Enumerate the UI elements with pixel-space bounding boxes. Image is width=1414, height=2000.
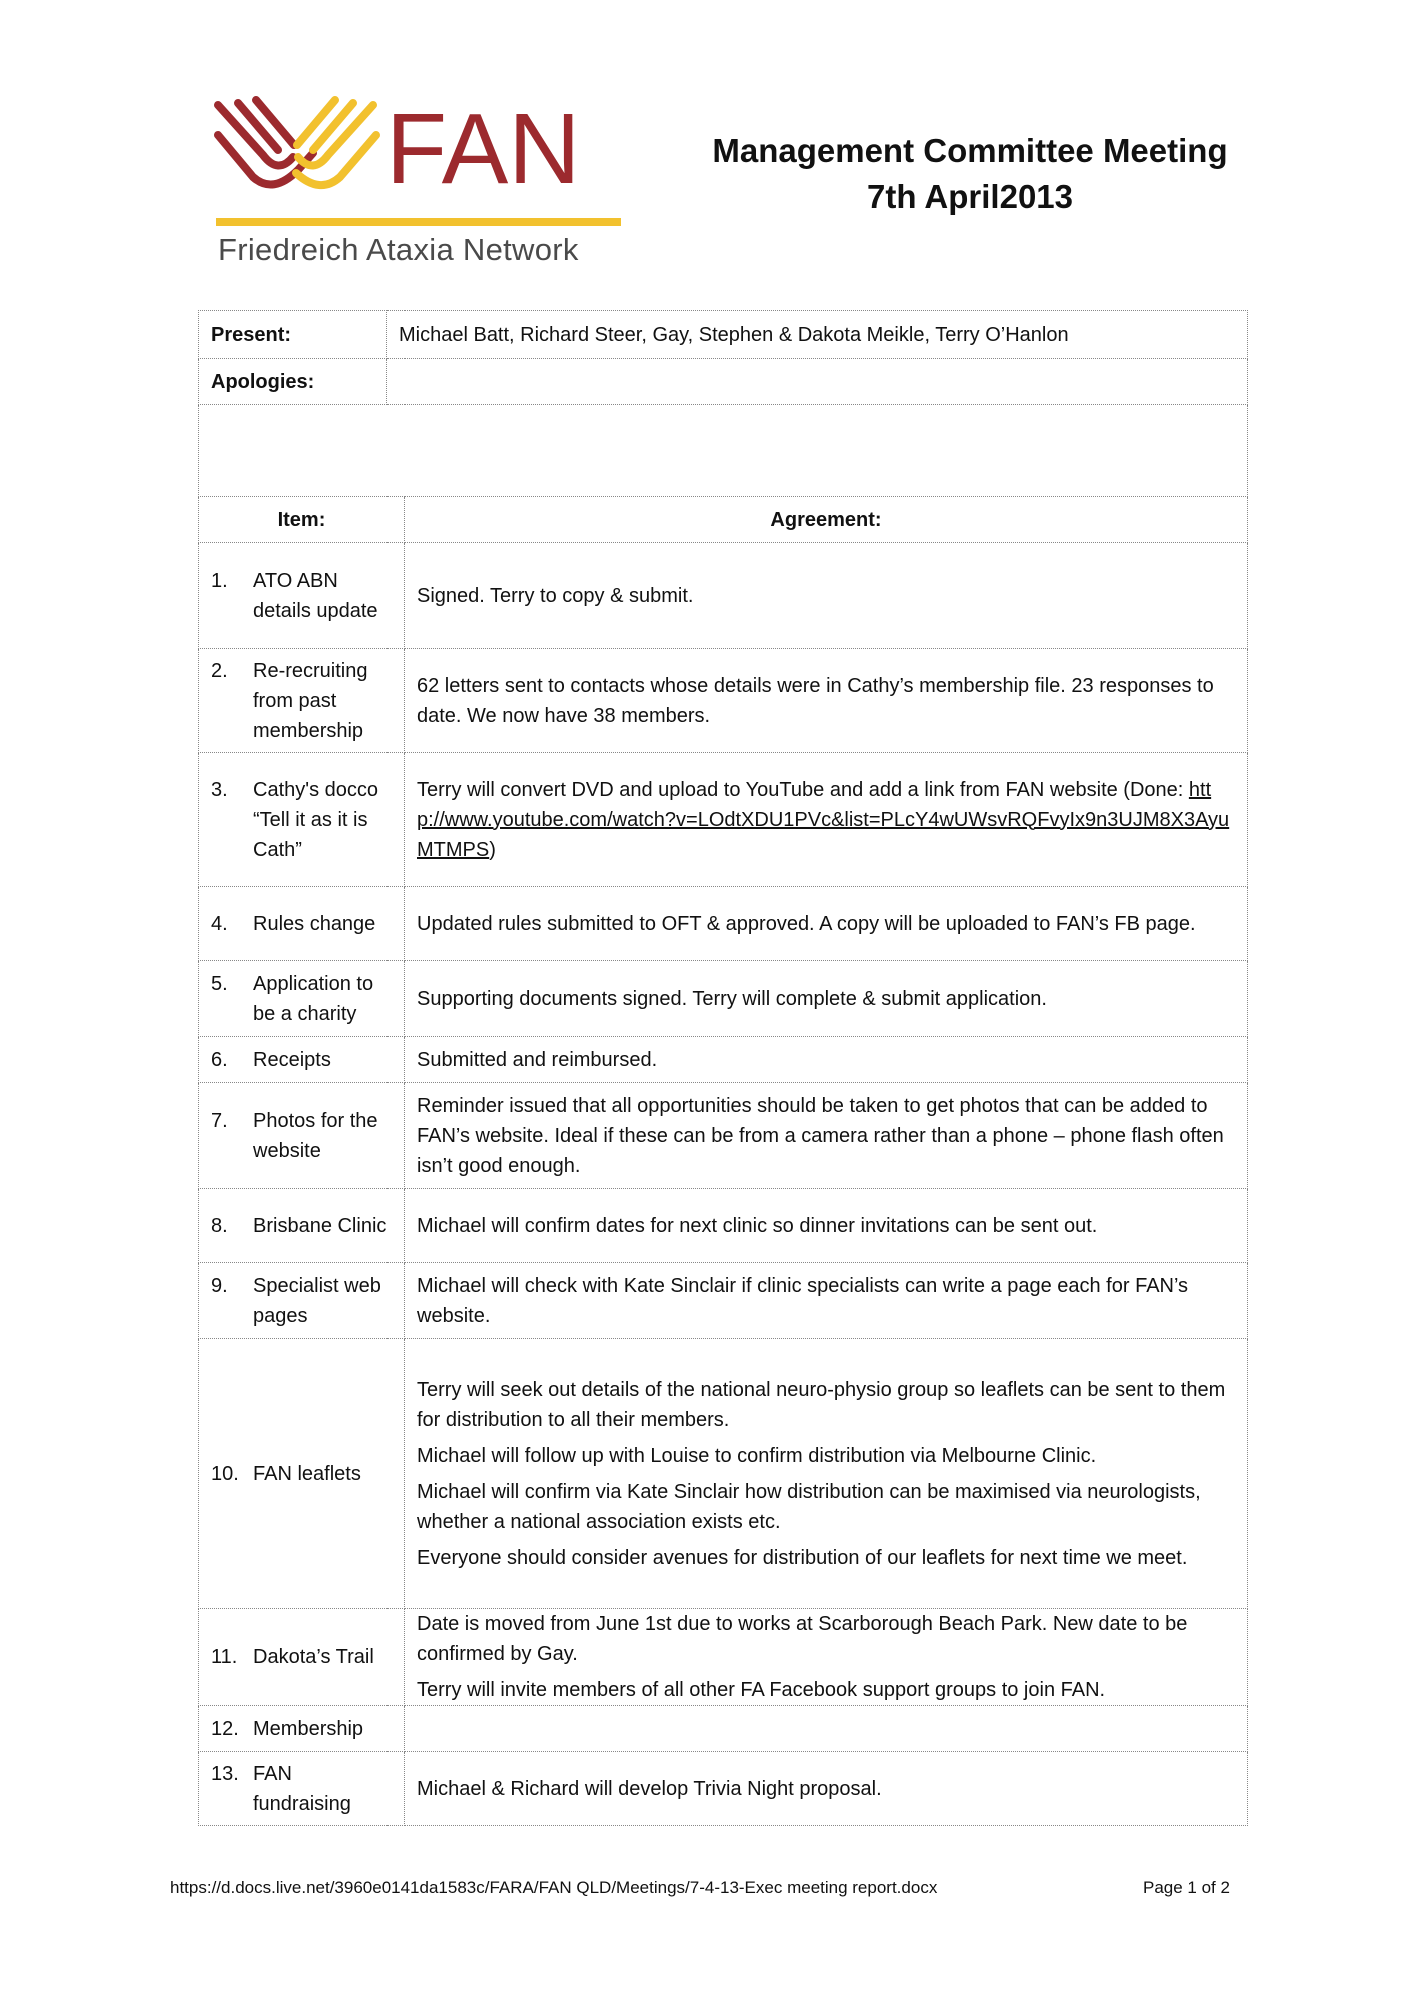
item-row bbox=[199, 1189, 1248, 1263]
agreement-cell bbox=[405, 1037, 1248, 1083]
item-label: Specialist web pages bbox=[253, 1274, 381, 1327]
item-label: Dakota’s Trail bbox=[253, 1646, 374, 1668]
column-header-row bbox=[199, 497, 1248, 543]
agreement-text: Reminder issued that all opportunities should be taken to get photos that can be added to FAN’s website. Ideal if these can be from a camera rather than a phone – phone flash often isn’t good enough. bbox=[417, 1094, 1224, 1177]
item-number: 10. bbox=[211, 1462, 239, 1485]
agreement-text: Terry will invite members of all other FA Facebook support groups to join FAN. bbox=[417, 1679, 1106, 1701]
item-row bbox=[199, 1339, 1248, 1609]
agreement-column-header: Agreement: bbox=[405, 497, 1248, 543]
footer-page-number: Page 1 of 2 bbox=[1143, 1878, 1230, 1897]
item-cell bbox=[199, 1339, 405, 1609]
youtube-link[interactable]: http://www.youtube.com/watch?v=LOdtXDU1PVc&list=PLcY4wUWsvRQFvyIx9n3UJM8X3AyuMTMPS bbox=[417, 778, 1230, 861]
item-cell bbox=[199, 543, 405, 649]
spacer-row bbox=[199, 405, 1248, 497]
item-number: 13. bbox=[211, 1762, 239, 1785]
item-label: FAN leaflets bbox=[253, 1462, 361, 1485]
agreement-cell bbox=[405, 649, 1248, 753]
agreement-cell bbox=[405, 1752, 1248, 1826]
item-label: Re-recruiting from past membership bbox=[253, 659, 368, 742]
agreement-text: Michael will check with Kate Sinclair if clinic specialists can write a page each for FAN’s website. bbox=[417, 1274, 1189, 1327]
item-row bbox=[199, 961, 1248, 1037]
agreement-text: Date is moved from June 1st due to works at Scarborough Beach Park. New date to be confirmed by Gay. bbox=[417, 1613, 1188, 1665]
present-row bbox=[199, 311, 1248, 359]
item-label: Application to be a charity bbox=[253, 972, 374, 1025]
item-cell bbox=[199, 753, 405, 887]
item-row bbox=[199, 1263, 1248, 1339]
agreement-cell bbox=[405, 1263, 1248, 1339]
agreement-text: Signed. Terry to copy & submit. bbox=[417, 584, 694, 607]
item-label: Brisbane Clinic bbox=[253, 1214, 387, 1237]
item-label: Membership bbox=[253, 1717, 364, 1740]
item-cell bbox=[199, 1189, 405, 1263]
item-row bbox=[199, 543, 1248, 649]
item-label: ATO ABN details update bbox=[253, 569, 378, 622]
item-row bbox=[199, 1609, 1248, 1706]
item-number: 1. bbox=[211, 569, 228, 592]
item-row bbox=[199, 1706, 1248, 1752]
item-cell bbox=[199, 1706, 405, 1752]
logo-abbr: FAN bbox=[386, 95, 581, 205]
item-label: Cathy's docco “Tell it as it is Cath” bbox=[253, 778, 378, 861]
present-label: Present: bbox=[199, 311, 387, 359]
item-label: Rules change bbox=[253, 912, 376, 935]
item-label: Receipts bbox=[253, 1048, 331, 1071]
logo-name: Friedreich Ataxia Network bbox=[218, 232, 579, 267]
item-cell bbox=[199, 1609, 405, 1706]
item-number: 2. bbox=[211, 659, 228, 682]
agreement-text: Michael will confirm via Kate Sinclair how distribution can be maximised via neurologists, whether a national association exists etc. bbox=[417, 1480, 1201, 1533]
minutes-table bbox=[198, 310, 1248, 1815]
agreement-cell bbox=[405, 543, 1248, 649]
item-cell bbox=[199, 1083, 405, 1189]
item-cell bbox=[199, 1752, 405, 1826]
agreement-text: 62 letters sent to contacts whose details were in Cathy’s membership file. 23 responses to date. We now have 38 members. bbox=[417, 674, 1214, 727]
item-row bbox=[199, 649, 1248, 753]
agreement-text: Supporting documents signed. Terry will complete & submit application. bbox=[417, 987, 1047, 1010]
agreement-cell bbox=[405, 1189, 1248, 1263]
item-number: 8. bbox=[211, 1214, 228, 1237]
item-cell bbox=[199, 1263, 405, 1339]
agreement-cell bbox=[405, 887, 1248, 961]
item-number: 3. bbox=[211, 778, 228, 801]
agreement-text: Submitted and reimbursed. bbox=[417, 1048, 658, 1071]
item-row bbox=[199, 753, 1248, 887]
page-title bbox=[640, 128, 1300, 220]
item-row bbox=[199, 887, 1248, 961]
agreement-cell bbox=[405, 1706, 1248, 1752]
item-row bbox=[199, 1083, 1248, 1189]
agreement-text: Terry will convert DVD and upload to YouTube and add a link from FAN website (Done: bbox=[417, 778, 1189, 801]
item-row bbox=[199, 1752, 1248, 1826]
title-line-1: Management Committee Meeting bbox=[712, 132, 1228, 169]
item-number: 11. bbox=[211, 1646, 238, 1668]
agreement-text: Michael & Richard will develop Trivia Night proposal. bbox=[417, 1777, 882, 1800]
item-row bbox=[199, 1037, 1248, 1083]
item-cell bbox=[199, 887, 405, 961]
item-label: Photos for the website bbox=[253, 1109, 378, 1162]
item-number: 12. bbox=[211, 1717, 239, 1740]
agreement-text: Everyone should consider avenues for distribution of our leaflets for next time we meet. bbox=[417, 1546, 1188, 1569]
item-cell bbox=[199, 961, 405, 1037]
agreement-cell bbox=[405, 1339, 1248, 1609]
item-cell bbox=[199, 649, 405, 753]
apologies-value bbox=[387, 359, 1248, 405]
present-value: Michael Batt, Richard Steer, Gay, Stephen & Dakota Meikle, Terry O’Hanlon bbox=[387, 311, 1248, 359]
item-cell bbox=[199, 1037, 405, 1083]
item-number: 9. bbox=[211, 1274, 228, 1297]
apologies-row bbox=[199, 359, 1248, 405]
agreement-text: Terry will seek out details of the national neuro-physio group so leaflets can be sent to them for distribution to all their members. bbox=[417, 1378, 1226, 1431]
agreement-cell bbox=[405, 753, 1248, 887]
item-number: 6. bbox=[211, 1048, 228, 1071]
title-line-2: 7th April2013 bbox=[866, 178, 1074, 215]
agreement-cell bbox=[405, 1609, 1248, 1706]
item-column-header: Item: bbox=[199, 497, 405, 543]
agreement-text-suffix: ) bbox=[489, 838, 496, 861]
agreement-text: Updated rules submitted to OFT & approved. A copy will be uploaded to FAN’s FB page. bbox=[417, 912, 1196, 935]
agreement-cell bbox=[405, 1083, 1248, 1189]
apologies-label: Apologies: bbox=[199, 359, 387, 405]
item-number: 4. bbox=[211, 912, 228, 935]
item-label: FAN fundraising bbox=[253, 1762, 351, 1815]
agreement-text: Michael will confirm dates for next clinic so dinner invitations can be sent out. bbox=[417, 1214, 1098, 1237]
item-number: 7. bbox=[211, 1109, 228, 1132]
agreement-text: Michael will follow up with Louise to confirm distribution via Melbourne Clinic. bbox=[417, 1444, 1097, 1467]
footer-path: https://d.docs.live.net/3960e0141da1583c/FARA/FAN QLD/Meetings/7-4-13-Exec meeting report.docx bbox=[170, 1878, 938, 1897]
agreement-cell bbox=[405, 961, 1248, 1037]
item-number: 5. bbox=[211, 972, 228, 995]
